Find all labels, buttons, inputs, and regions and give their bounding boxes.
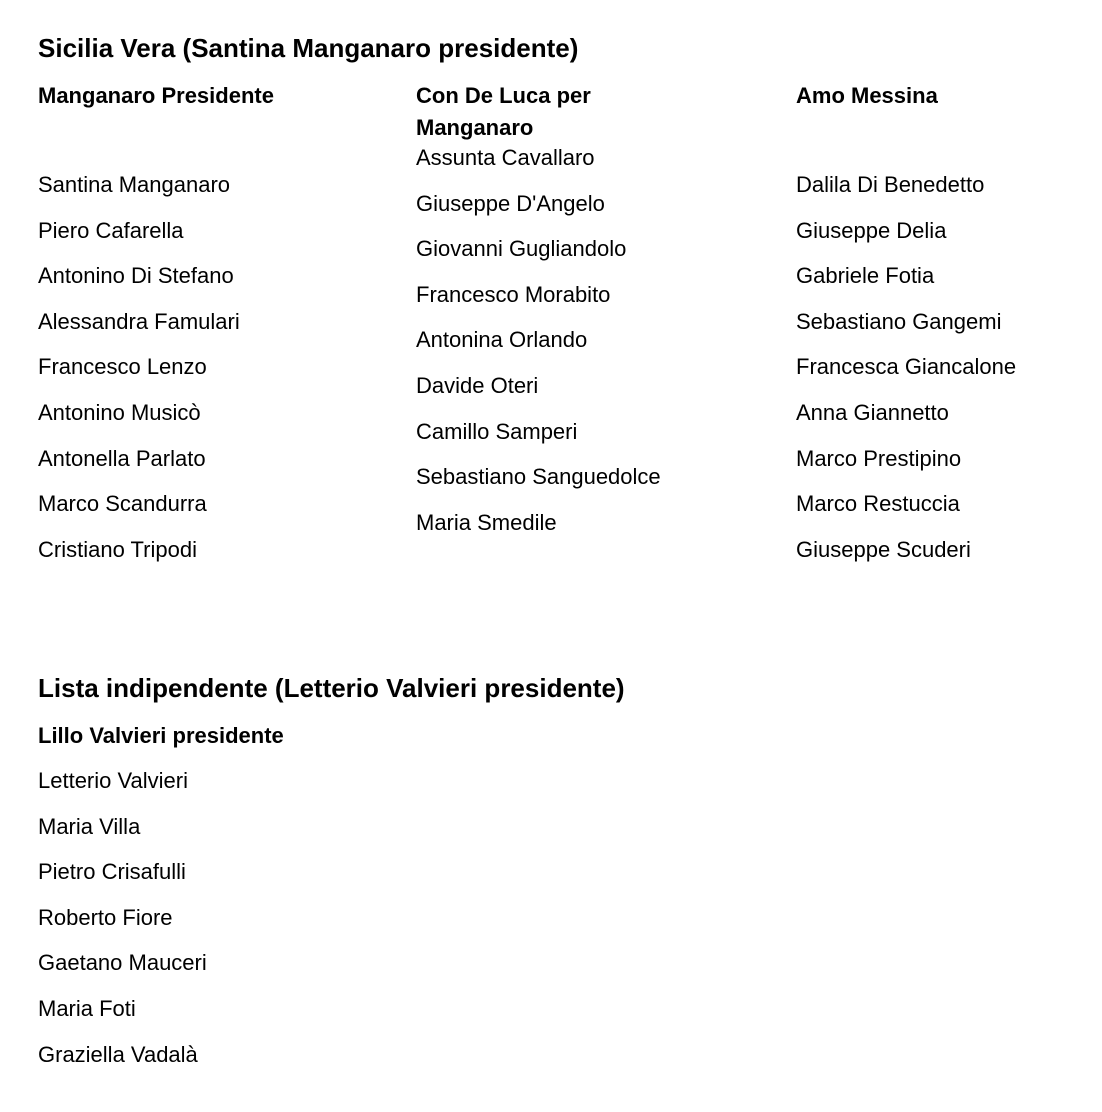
candidate-name: Piero Cafarella <box>38 217 184 243</box>
candidate-name: Pietro Crisafulli <box>38 859 186 885</box>
candidate-name: Giovanni Gugliandolo <box>416 236 627 262</box>
candidate-name: Graziella Vadalà <box>38 1041 198 1067</box>
candidate-list <box>38 766 338 1085</box>
list-column-amo-messina <box>796 80 1096 580</box>
candidate-name: Marco Prestipino <box>796 445 962 471</box>
candidate-list <box>38 170 338 580</box>
candidate-name: Antonino Di Stefano <box>38 263 234 289</box>
candidate-name: Santina Manganaro <box>38 172 231 197</box>
candidate-name: Roberto Fiore <box>38 904 173 930</box>
candidate-name: Giuseppe D'Angelo <box>416 190 605 216</box>
section-title-sicilia-vera: Sicilia Vera (Santina Manganaro presidente) <box>38 33 579 63</box>
candidate-name: Francesco Morabito <box>416 281 611 307</box>
list-column-manganaro-presidente <box>38 80 338 580</box>
candidate-name: Gaetano Mauceri <box>38 950 207 976</box>
candidate-name: Marco Scandurra <box>38 491 207 517</box>
candidate-name: Giuseppe Scuderi <box>796 536 971 562</box>
candidate-name: Sebastiano Gangemi <box>796 308 1002 334</box>
list-heading: Lillo Valvieri presidente <box>38 723 284 748</box>
candidate-list <box>796 170 1096 580</box>
section-title-lista-indipendente: Lista indipendente (Letterio Valvieri presidente) <box>38 673 625 703</box>
candidate-list <box>416 143 706 553</box>
candidate-name: Assunta Cavallaro <box>416 145 595 170</box>
candidate-name: Francesco Lenzo <box>38 354 207 380</box>
list-heading: Amo Messina <box>796 83 938 108</box>
list-heading: Con De Luca per Manganaro <box>416 83 591 140</box>
list-column-con-de-luca <box>416 80 706 553</box>
candidate-name: Marco Restuccia <box>796 491 960 517</box>
candidate-name: Dalila Di Benedetto <box>796 172 985 197</box>
candidate-name: Maria Villa <box>38 813 141 839</box>
candidate-name: Antonino Musicò <box>38 399 201 425</box>
candidate-name: Sebastiano Sanguedolce <box>416 464 661 490</box>
candidate-name: Antonina Orlando <box>416 327 588 353</box>
candidate-name: Giuseppe Delia <box>796 217 947 243</box>
candidate-name: Camillo Samperi <box>416 418 578 444</box>
candidate-name: Cristiano Tripodi <box>38 536 197 562</box>
candidate-name: Francesca Giancalone <box>796 354 1017 380</box>
list-heading: Manganaro Presidente <box>38 83 274 108</box>
candidate-name: Maria Smedile <box>416 509 557 535</box>
candidate-name: Alessandra Famulari <box>38 308 240 334</box>
candidate-name: Anna Giannetto <box>796 399 949 425</box>
candidate-name: Davide Oteri <box>416 372 539 398</box>
list-column-lillo-valvieri <box>38 720 338 1085</box>
candidate-name: Maria Foti <box>38 995 136 1021</box>
candidate-name: Antonella Parlato <box>38 445 206 471</box>
candidate-name: Gabriele Fotia <box>796 263 935 289</box>
candidate-name: Letterio Valvieri <box>38 768 188 793</box>
